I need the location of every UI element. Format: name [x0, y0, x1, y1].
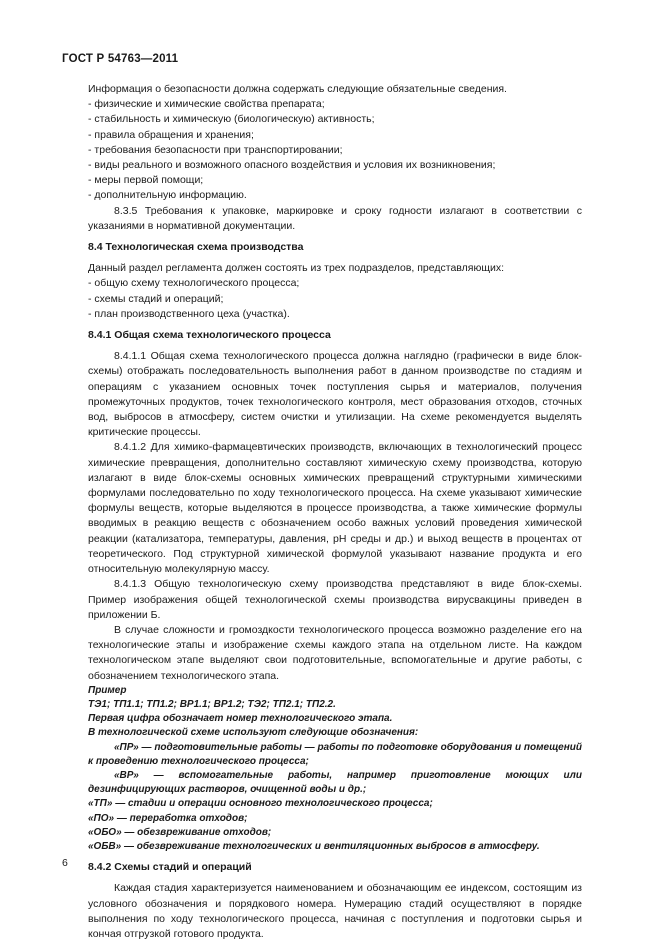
example-legend-obo: «ОБО» — обезвреживание отходов;	[88, 826, 272, 838]
list-item: - общую схему технологического процесса;	[88, 277, 300, 290]
paragraph-8-4-1-3: 8.4.1.3 Общую технологическую схему производства представляют в виде блок-схемы. Пример изображения общей технологической схемы производства вирусвакцины приведен в приложении Б.	[88, 578, 582, 621]
paragraph-8-4-1-1: 8.4.1.1 Общая схема технологического процесса должна наглядно (графически в виде блок-схемы) отображать последовательность выполнения работ в данном производстве по стадиям и операциям с указанием основных точек поступления сырья и материалов, получения промежуточных продуктов, точек технологического контроля, мест образования отходов, сточных вод, выбросов в атмосферу, систем очистки и утилизации. На схеме рекомендуется выделять критические процессы.	[88, 350, 582, 439]
example-legend-vr: «ВР» — вспомогательные работы, например приготовление моющих или дезинфицирующих растворов, очищенной воды и др.;	[88, 769, 582, 796]
paragraph-8-4-1-2: 8.4.1.2 Для химико-фармацевтических производств, включающих в технологический процесс химические превращения, дополнительно составляют химическую схему производства, которую излагают в виде блок-схемы основных химических превращений структурными химическими формулами последовательно по ходу технологического процесса. На схеме указывают химические формулы веществ, которые выделяются в процессе производства, а также химические формулы вводимых в реакцию веществ с обозначением особо важных условий проведения химической реакции (катализатора, температуры, давления, pH среды и др.) и выход веществ в процентах от теоретического. Под структурной химической формулой указывают название продукта и его относительную молекулярную массу.	[88, 441, 582, 576]
example-first-digit: Первая цифра обозначает номер технологического этапа.	[88, 713, 393, 725]
document-body	[88, 82, 582, 942]
example-legend-po: «ПО» — переработка отходов;	[88, 812, 248, 824]
example-codes: ТЭ1; ТП1.1; ТП1.2; ВР1.1; ВР1.2; ТЭ2; ТП2.1; ТП2.2.	[88, 698, 336, 710]
list-item: - план производственного цеха (участка).	[88, 307, 290, 320]
list-item: - схемы стадий и операций;	[88, 292, 224, 305]
example-title: Пример	[88, 684, 127, 696]
example-legend-tp: «ТП» — стадии и операции основного технологического процесса;	[88, 798, 433, 810]
page-number: 6	[62, 857, 68, 869]
example-legend-intro: В технологической схеме используют следующие обозначения:	[88, 727, 419, 739]
paragraph-8-4-2: Каждая стадия характеризуется наименованием и обозначающим ее индексом, состоящим из условного обозначения и порядкового номера. Нумерацию стадий осуществляют в порядке выполнения по ходу технологического процесса, начиная с поступления и подготовки сырья и кончая отгрузкой готового продукта.	[88, 882, 582, 940]
document-header: ГОСТ Р 54763—2011	[62, 53, 179, 65]
safety-item: - меры первой помощи;	[88, 174, 204, 187]
safety-item: - дополнительную информацию.	[88, 189, 247, 202]
paragraph-8-3-5: 8.3.5 Требования к упаковке, маркировке и сроку годности излагают в соответствии с указаниями в нормативной документации.	[88, 204, 582, 232]
heading-8-4-2: 8.4.2 Схемы стадий и операций	[88, 861, 252, 874]
heading-8-4: 8.4 Технологическая схема производства	[88, 241, 304, 254]
safety-intro: Информация о безопасности должна содержать следующие обязательные сведения.	[88, 83, 507, 95]
safety-item: - правила обращения и хранения;	[88, 128, 254, 141]
heading-8-4-1: 8.4.1 Общая схема технологического процесса	[88, 329, 331, 342]
safety-item: - требования безопасности при транспортировании;	[88, 143, 343, 156]
safety-item: - стабильность и химическую (биологическую) активность;	[88, 113, 375, 126]
paragraph-8-4-intro: Данный раздел регламента должен состоять из трех подразделов, представляющих:	[88, 262, 504, 275]
paragraph-complex-process: В случае сложности и громоздкости технологического процесса возможно разделение его на технологические этапы и изображение схемы каждого этапа на отдельном листе. На каждом технологическом этапе выделяют свои подготовительные, вспомогательные и другие работы, с обозначением технологического этапа.	[88, 623, 582, 682]
example-legend-pr: «ПР» — подготовительные работы — работы по подготовке оборудования и помещений к проведению технологического процесса;	[88, 741, 582, 767]
safety-item: - физические и химические свойства препарата;	[88, 98, 325, 111]
example-legend-obv: «ОБВ» — обезвреживание технологических и вентиляционных выбросов в атмосферу.	[88, 840, 540, 852]
safety-item: - виды реального и возможного опасного воздействия и условия их возникновения;	[88, 159, 496, 172]
